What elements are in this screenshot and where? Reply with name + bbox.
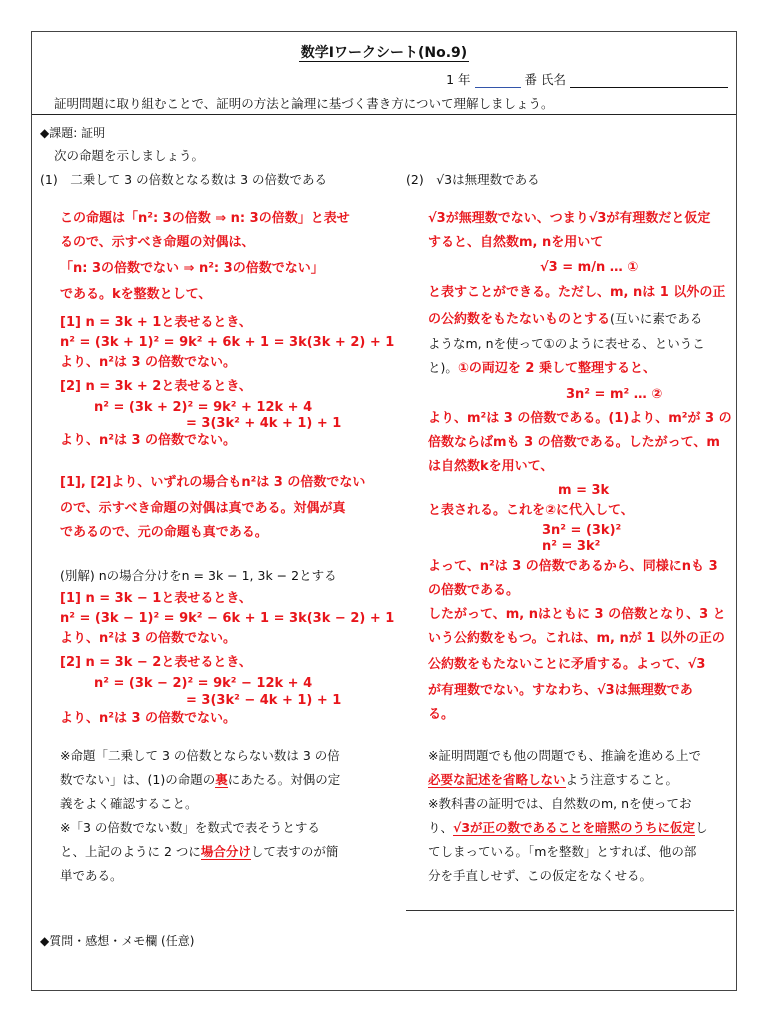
q2-line: の倍数である。	[428, 583, 520, 598]
q1-equation: = 3(3k² + 4k + 1) + 1	[186, 416, 342, 431]
q2-line: る。	[428, 707, 455, 722]
q1-line: [1] n = 3k + 1と表せるとき、	[60, 315, 252, 330]
q2-line: と表すことができる。ただし、m, nは 1 以外の正	[428, 285, 726, 300]
q2-line: と)。①の両辺を 2 乗して整理すると、	[428, 360, 656, 376]
highlight-converse: 裏	[215, 772, 228, 787]
q2-note: り、√3が正の数であることを暗黙のうちに仮定し	[428, 820, 708, 835]
q2-note: 分を手直しせず、この仮定をなくせる。	[428, 868, 653, 883]
q1-alt-equation: = 3(3k² − 4k + 1) + 1	[186, 693, 342, 708]
q1-alt-line: より、n²は 3 の倍数でない。	[60, 631, 237, 646]
highlight-case-split: 場合分け	[200, 844, 251, 859]
q2-line: より、m²は 3 の倍数である。(1)より、m²が 3 の	[428, 411, 732, 426]
q1-note: ※命題「二乗して 3 の倍数とならない数は 3 の倍	[60, 748, 340, 763]
q2-equation: 3n² = (3k)²	[542, 523, 622, 538]
q1-note: 数でない」は、(1)の命題の裏にあたる。対偶の定	[60, 772, 341, 787]
highlight-implicit-assumption: √3が正の数であることを暗黙のうちに仮定	[453, 820, 696, 835]
q2-equation: n² = 3k²	[542, 539, 601, 554]
number-name-label: 番 氏名	[524, 72, 566, 87]
q2-line: ようなm, nを使って①のように表せる、というこ	[428, 336, 705, 351]
topic-heading: ◆課題: 証明	[40, 126, 106, 140]
q2-line: の公約数をもたないものとする(互いに素である	[428, 311, 703, 327]
q2-equation: 3n² = m² … ②	[566, 387, 663, 402]
q1-note: ※「3 の倍数でない数」を数式で表そうとする	[60, 820, 320, 835]
q1-line: より、n²は 3 の倍数でない。	[60, 355, 237, 370]
name-line	[446, 70, 728, 88]
page-title	[32, 42, 736, 62]
q1-line: [1], [2]より、いずれの場合もn²は 3 の倍数でない	[60, 475, 366, 490]
q2-line: いう公約数をもつ。これは、m, nが 1 以外の正の	[428, 631, 725, 646]
q1-alt-equation: n² = (3k − 2)² = 9k² − 12k + 4	[94, 676, 313, 691]
q1-note: 義をよく確認すること。	[60, 796, 198, 811]
q1-alt-heading: (別解) nの場合分けをn = 3k − 1, 3k − 2とする	[60, 568, 337, 583]
memo-divider	[406, 910, 734, 911]
q1-line: 「n: 3の倍数でない ⇒ n²: 3の倍数でない」	[60, 261, 324, 276]
q2-line: すると、自然数m, nを用いて	[428, 235, 604, 250]
q2-note: てしまっている。「mを整数」とすれば、他の部	[428, 844, 697, 859]
q1-line: ので、示すべき命題の対偶は真である。対偶が真	[60, 501, 346, 516]
q2-line: √3が無理数でない、つまり√3が有理数だと仮定	[428, 211, 711, 226]
q2-equation: √3 = m/n … ①	[540, 260, 639, 275]
q1-alt-line: [1] n = 3k − 1と表せるとき、	[60, 591, 252, 606]
q2-line: が有理数でない。すなわち、√3は無理数であ	[428, 683, 693, 698]
grade-label: 1 年	[446, 72, 471, 87]
q2-line: 倍数ならばmも 3 の倍数である。したがって、m	[428, 435, 720, 450]
q1-note: と、上記のように 2 つに場合分けして表すのが簡	[60, 844, 339, 859]
q2-line: 公約数をもたないことに矛盾する。よって、√3	[428, 657, 706, 672]
intro-text: 証明問題に取り組むことで、証明の方法と論理に基づく書き方について理解しましょう。	[54, 96, 554, 111]
highlight-no-omission: 必要な記述を省略しない	[428, 772, 566, 787]
q1-equation: n² = (3k + 1)² = 9k² + 6k + 1 = 3k(3k + 2) + 1	[60, 335, 395, 350]
name-blank[interactable]	[570, 72, 728, 88]
title-text: 数学Ⅰワークシート(No.9)	[300, 45, 468, 61]
q1-alt-equation: n² = (3k − 1)² = 9k² − 6k + 1 = 3k(3k − 2) + 1	[60, 611, 395, 626]
q2-line: は自然数kを用いて、	[428, 459, 554, 474]
memo-heading: ◆質問・感想・メモ欄 (任意)	[40, 934, 195, 948]
q1-note: 単である。	[60, 868, 123, 883]
q1-alt-line: より、n²は 3 の倍数でない。	[60, 711, 237, 726]
q2-line: よって、n²は 3 の倍数であるから、同様にnも 3	[428, 559, 718, 574]
q1-equation: n² = (3k + 2)² = 9k² + 12k + 4	[94, 400, 313, 415]
memo-area[interactable]	[40, 952, 730, 982]
q2-note: ※教科書の証明では、自然数のm, nを使ってお	[428, 796, 692, 811]
q2-note: 必要な記述を省略しないよう注意すること。	[428, 772, 679, 787]
q1-line: [2] n = 3k + 2と表せるとき、	[60, 379, 252, 394]
header-divider	[32, 114, 736, 115]
class-number-blank[interactable]	[475, 72, 521, 88]
q2-line: と表される。これを②に代入して、	[428, 503, 634, 518]
q2-note: ※証明問題でも他の問題でも、推論を進める上で	[428, 748, 701, 763]
q1-line: より、n²は 3 の倍数でない。	[60, 433, 237, 448]
q1-heading: (1) 二乗して 3 の倍数となる数は 3 の倍数である	[40, 172, 328, 187]
q1-line: である。kを整数として、	[60, 287, 212, 302]
q1-line: るので、示すべき命題の対偶は、	[60, 235, 255, 250]
instruction-text: 次の命題を示しましょう。	[54, 148, 205, 163]
q1-line: この命題は「n²: 3の倍数 ⇒ n: 3の倍数」と表せ	[60, 211, 350, 226]
worksheet	[31, 31, 737, 991]
q2-equation: m = 3k	[558, 483, 610, 498]
q2-heading: (2) √3は無理数である	[406, 172, 540, 187]
q1-line: であるので、元の命題も真である。	[60, 525, 268, 540]
q1-alt-line: [2] n = 3k − 2と表せるとき、	[60, 655, 252, 670]
q2-line: したがって、m, nはともに 3 の倍数となり、3 と	[428, 607, 726, 622]
